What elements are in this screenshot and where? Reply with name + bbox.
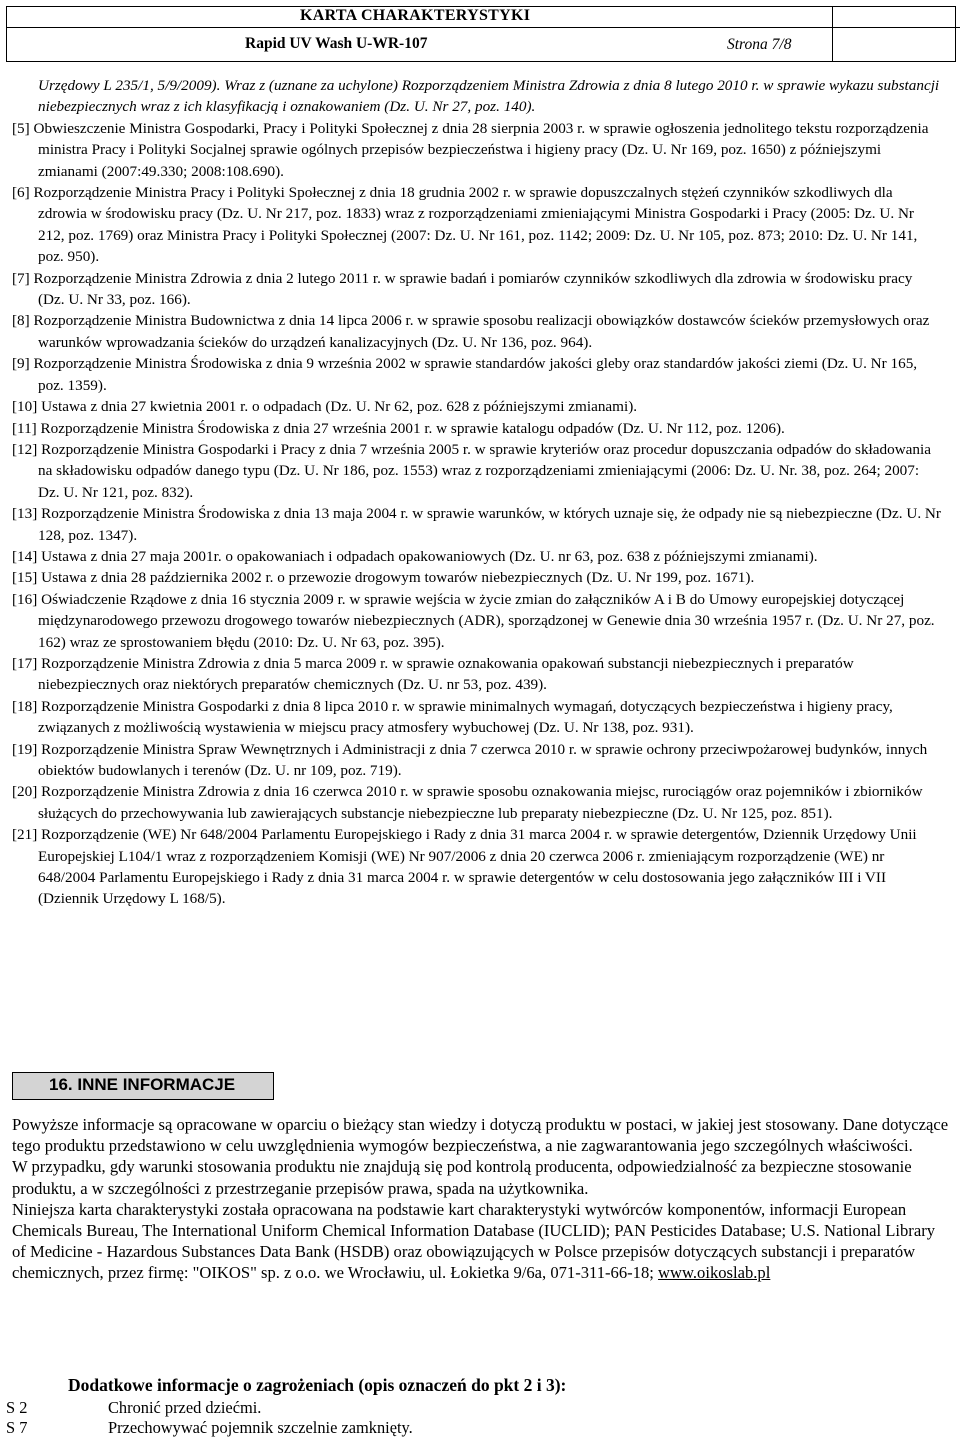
document-title: KARTA CHARAKTERYSTYKI [300,7,531,24]
reference-item: [17] Rozporządzenie Ministra Zdrowia z dnia 5 marca 2009 r. w sprawie oznakowania opakowań substancji niebezpiecznych i preparatów niebezpiecznych oraz niektórych preparatów chemicznych (Dz. U. nr 53, poz. 439). [12,654,854,694]
website-link[interactable]: www.oikoslab.pl [658,1263,771,1283]
reference-item: [14] Ustawa z dnia 27 maja 2001r. o opakowaniach i odpadach opakowaniowych (Dz. U. nr 63, poz. 638 z późniejszymi zmianami). [12,547,818,565]
info-paragraph [12,1199,952,1284]
phrase-text: Chronić przed dziećmi. [108,1398,262,1417]
reference-item: [11] Rozporządzenie Ministra Środowiska z dnia 27 września 2001 r. w sprawie katalogu odpadów (Dz. U. Nr 112, poz. 1206). [12,419,785,437]
reference-item: [19] Rozporządzenie Ministra Spraw Wewnętrznych i Administracji z dnia 7 czerwca 2010 r. w sprawie ochrony przeciwpożarowej budynków, innych obiektów budowlanych i terenów (Dz. U. nr 109, poz. 719). [12,740,928,779]
header-corner-box [831,6,956,62]
reference-item: [13] Rozporządzenie Ministra Środowiska z dnia 13 maja 2004 r. w sprawie warunków, w których uznaje się, że odpady nie są niebezpieczne (Dz. U. Nr 128, poz. 1347). [12,505,941,544]
reference-item: [15] Ustawa z dnia 28 października 2002 r. o przewozie drogowym towarów niebezpiecznych (Dz. U. Nr 199, poz. 1671). [12,569,755,587]
additional-hazard-title: Dodatkowe informacje o zagrożeniach (opis oznaczeń do pkt 2 i 3): [68,1375,567,1395]
info-paragraph: W przypadku, gdy warunki stosowania produktu nie znajdują się pod kontrolą producenta, odpowiedzialność za bezpieczne stosowanie produktu, a w szczególności z przestrzeganie przepisów prawa, spada na użytkownika. [12,1157,912,1198]
reference-item: [9] Rozporządzenie Ministra Środowiska z dnia 9 września 2002 w sprawie standardów jakości gleby oraz standardów jakości ziemi (Dz. U. Nr 165, poz. 1359). [12,355,918,394]
section-16-title: 16. INNE INFORMACJE [49,1075,236,1094]
reference-item: [5] Obwieszczenie Ministra Gospodarki, Pracy i Polityki Społecznej z dnia 28 sierpnia 2003 r. w sprawie ogłoszenia jednolitego tekstu rozporządzenia ministra Pracy i Polityki Socjalnej sprawie ogólnych przepisów bezpieczeństwa i higieny pracy (Dz. U. Nr 169, poz. 1650) z późniejszymi zmianami (2007:49.330; 2008:108.690). [12,119,929,180]
other-information [12,1114,952,1284]
section-16-heading [12,1072,274,1100]
reference-item: [12] Rozporządzenie Ministra Gospodarki i Pracy z dnia 7 września 2005 r. w sprawie kryteriów oraz procedur dopuszczania odpadów do składowania na składowisku odpadów danego typu (Dz. U. Nr 186, poz. 1553) wraz z rozporządzeniami zmieniającymi (2006: Dz. U. Nr. 38, poz. 264; 2007: Dz. U. Nr 121, poz. 832). [12,440,931,501]
phrase-code: S 2 [6,1398,28,1417]
reference-continuation: Urzędowy L 235/1, 5/9/2009). Wraz z (uznane za uchylone) Rozporządzeniem Ministra Zdrowia z dnia 8 lutego 2010 r. w sprawie wykazu substancji niebezpiecznych wraz z ich klasyfikacją i oznakowaniem (Dz. U. Nr 27, poz. 140). [38,77,940,116]
phrase-code: S 7 [6,1418,28,1437]
reference-item: [6] Rozporządzenie Ministra Pracy i Polityki Społecznej z dnia 18 grudnia 2002 r. w sprawie dopuszczalnych stężeń czynników szkodliwych dla zdrowia w środowisku pracy (Dz. U. Nr 217, poz. 1833) wraz z rozporządzeniami zmieniającymi Ministra Gospodarki i Pracy (2005: Dz. U. Nr 212, poz. 1769) oraz Ministra Pracy i Polityki Społecznej (2007: Dz. U. Nr 161, poz. 1142; 2009: Dz. U. Nr 105, poz. 873; 2010: Dz. U. Nr 141, poz. 950). [12,184,918,266]
info-paragraph-text: Niniejsza karta charakterystyki została opracowana na podstawie kart charakterystyki wytwórców komponentów, informacji European Chemicals Bureau, The International Uniform Chemical Information Database (IUCLID); PAN Pesticides Database; U.S. National Library of Medicine - Hazardous Substances Data Bank (HSDB) oraz obowiązujących w Polsce przepisów dotyczących substancji i preparatów chemicznych, przez firmę: "OIKOS" sp. z o.o. we Wrocławiu, ul. Łokietka 9/6a, 071-311-66-18; [12,1199,936,1283]
reference-item: [7] Rozporządzenie Ministra Zdrowia z dnia 2 lutego 2011 r. w sprawie badań i pomiarów czynników szkodliwych dla zdrowia w środowisku pracy (Dz. U. Nr 33, poz. 166). [12,269,913,309]
phrase-text: Przechowywać pojemnik szczelnie zamknięty. [108,1418,413,1437]
page-header [0,0,960,63]
reference-item: [18] Rozporządzenie Ministra Gospodarki z dnia 8 lipca 2010 r. w sprawie minimalnych wymagań, dotyczących bezpieczeństwa i higieny pracy, związanych z możliwością wystawienia w miejscu pracy atmosfery wybuchowej (Dz. U. Nr 138, poz. 931). [12,697,893,737]
references-list [12,75,942,910]
reference-item: [21] Rozporządzenie (WE) Nr 648/2004 Parlamentu Europejskiego i Rady z dnia 31 marca 2004 r. w sprawie detergentów, Dziennik Urzędowy Unii Europejskiej L104/1 wraz z rozporządzeniem Komisji (WE) Nr 907/2006 z dnia 20 czerwca 2006 r. zmieniającym rozporządzenie (WE) nr 648/2004 Parlamentu Europejskiego i Rady z dnia 31 marca 2004 r. w sprawie detergentów w celu dostosowania jego załączników III i VII (Dziennik Urzędowy L 168/5). [12,826,917,908]
info-paragraph: Powyższe informacje są opracowane w oparciu o bieżący stan wiedzy i dotyczą produktu w postaci, w jakiej jest stosowany. Dane dotyczące tego produktu przedstawiono w celu uwzględnienia wymogów bezpieczeństwa, a nie zagwarantowania jego szczególnych właściwości. [12,1115,949,1156]
reference-item: [10] Ustawa z dnia 27 kwietnia 2001 r. o odpadach (Dz. U. Nr 62, poz. 628 z późniejszymi zmianami). [12,398,638,416]
reference-item: [16] Oświadczenie Rządowe z dnia 16 stycznia 2009 r. w sprawie wejścia w życie zmian do załączników A i B do Umowy europejskiej dotyczącej międzynarodowego przewozu drogowego towarów niebezpiecznych (ADR), sporządzonej w Genewie dnia 30 września 1957 r. (Dz. U. Nr 27, poz. 162) wraz ze sprostowaniem błędu (2010: Dz. U. Nr 63, poz. 395). [12,590,935,651]
page-number: Strona 7/8 [727,36,792,53]
header-divider [6,27,960,28]
product-name: Rapid UV Wash U-WR-107 [245,35,428,52]
reference-item: [8] Rozporządzenie Ministra Budownictwa z dnia 14 lipca 2006 r. w sprawie sposobu realizacji obowiązków dostawców ścieków przemysłowych oraz warunków wprowadzania ścieków do urządzeń kanalizacyjnych (Dz. U. Nr 136, poz. 964). [12,312,930,351]
reference-item: [20] Rozporządzenie Ministra Zdrowia z dnia 16 czerwca 2010 r. w sprawie sposobu oznakowania miejsc, rurociągów oraz pojemników i zbiorników służących do przechowywania lub zawierających substancje niebezpieczne lub preparaty niebezpieczne (Dz. U. Nr 125, poz. 851). [12,783,923,822]
